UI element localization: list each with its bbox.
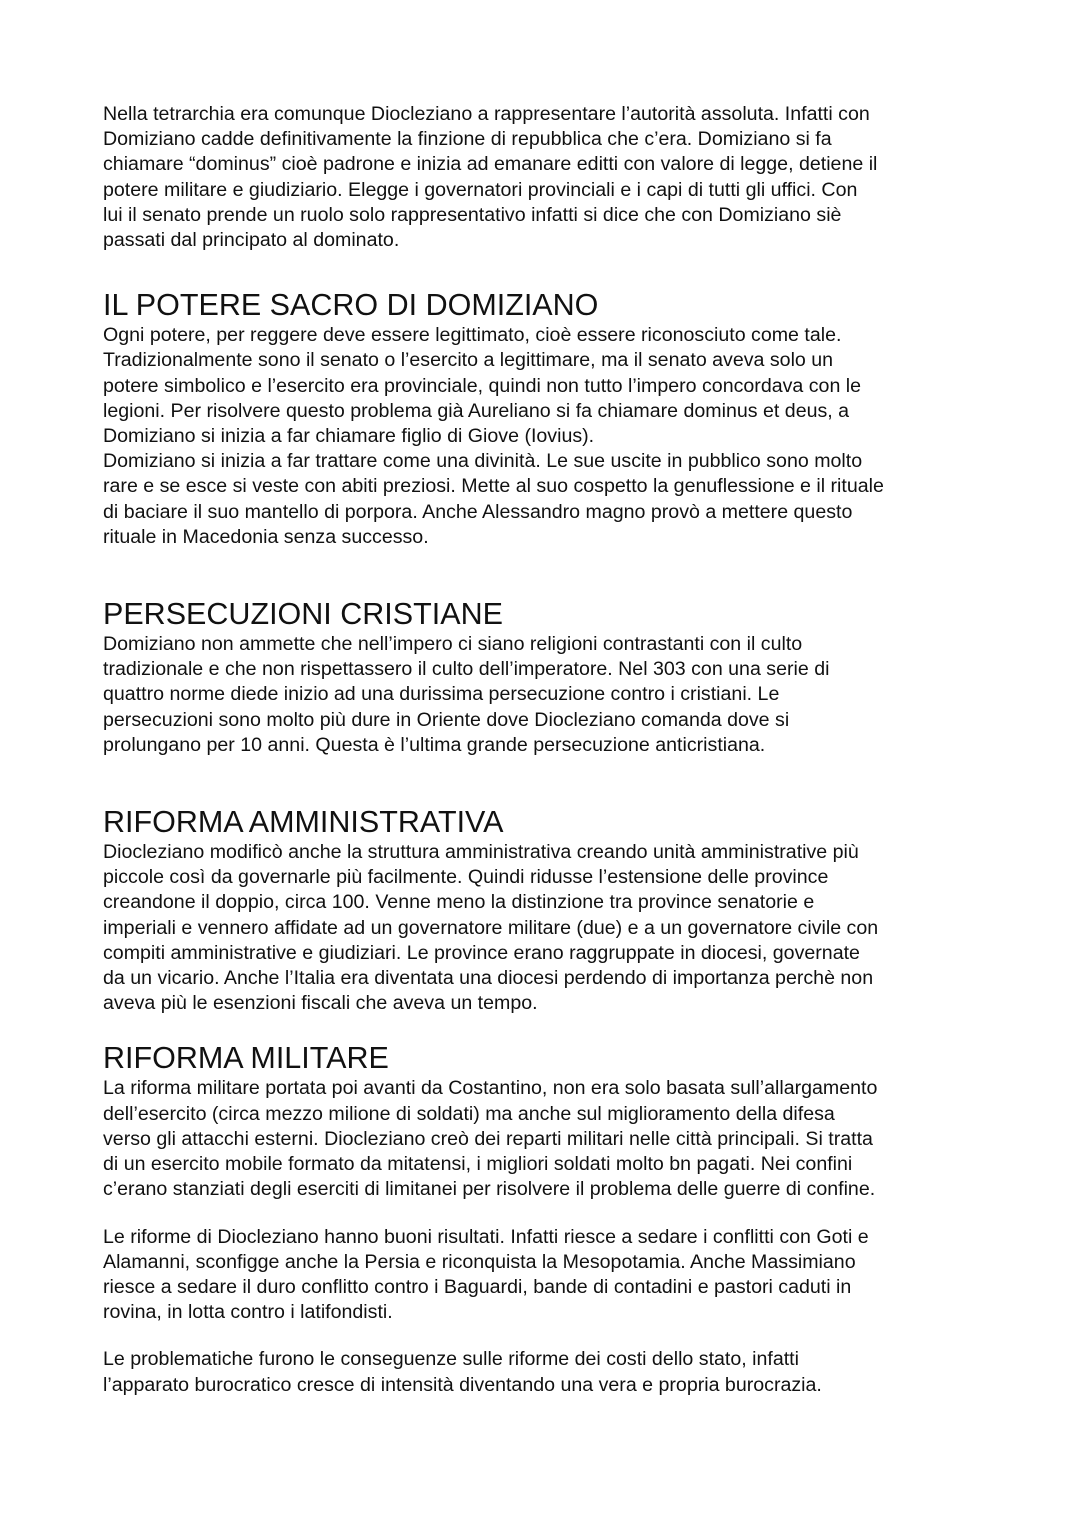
text-line: Domiziano non ammette che nell’impero ci siano religioni contrastanti con il culto [103, 633, 803, 656]
text-line: imperiali e vennero affidate ad un governatore militare (due) e a un governatore civile con [103, 916, 879, 939]
text-line: Domiziano si inizia a far trattare come una divinità. Le sue uscite in pubblico sono molto [103, 450, 863, 473]
text-line: di un esercito mobile formato da mitatensi, i migliori soldati molto bn pagati. Nei confini [103, 1153, 853, 1176]
document-page [103, 102, 983, 1398]
text-line: riesce a sedare il duro conflitto contro i Baguardi, bande di contadini e pastori caduti in [103, 1275, 852, 1298]
text-line: verso gli attacchi esterni. Diocleziano creò dei reparti militari nelle città principali. Si tratta [103, 1127, 873, 1150]
section-heading: RIFORMA AMMINISTRATIVA [103, 805, 504, 840]
text-line: aveva più le esenzioni fiscali che aveva un tempo. [103, 992, 538, 1015]
text-line: da un vicario. Anche l’Italia era diventata una diocesi perdendo di importanza perchè non [103, 967, 874, 990]
closing-paragraph-results [103, 1225, 983, 1326]
section-heading: RIFORMA MILITARE [103, 1041, 389, 1076]
text-line: Domiziano cadde definitivamente la finzione di repubblica che c’era. Domiziano si fa [103, 128, 832, 151]
text-line: creandone il doppio, circa 100. Venne meno la distinzione tra province senatorie e [103, 891, 815, 914]
text-line: prolungano per 10 anni. Questa è l’ultima grande persecuzione anticristiana. [103, 733, 766, 756]
text-line: dell’esercito (circa mezzo milione di soldati) ma anche sul miglioramento della difesa [103, 1102, 835, 1125]
text-line: Ogni potere, per reggere deve essere legittimato, cioè essere riconosciuto come tale. [103, 324, 842, 347]
text-line: Alamanni, sconfigge anche la Persia e riconquista la Mesopotamia. Anche Massimiano [103, 1250, 856, 1273]
section-paragraph [103, 323, 983, 550]
text-line: persecuzioni sono molto più dure in Oriente dove Diocleziano comanda dove si [103, 708, 790, 731]
text-line: rare e se esce si veste con abiti preziosi. Mette al suo cospetto la genuflessione e il rituale [103, 475, 884, 498]
text-line: l’apparato burocratico cresce di intensità diventando una vera e propria burocrazia. [103, 1373, 822, 1396]
text-line: Nella tetrarchia era comunque Diocleziano a rappresentare l’autorità assoluta. Infatti con [103, 103, 870, 125]
text-line: rituale in Macedonia senza successo. [103, 525, 429, 548]
text-line: di baciare il suo mantello di porpora. Anche Alessandro magno provò a mettere questo [103, 500, 853, 523]
closing-paragraph-problems [103, 1347, 983, 1397]
text-line: passati dal principato al dominato. [103, 229, 400, 252]
section-riforma-militare [103, 1040, 983, 1202]
text-line: Le riforme di Diocleziano hanno buoni risultati. Infatti riesce a sedare i conflitti con Goti e [103, 1225, 869, 1248]
text-line: potere militare e giudiziario. Elegge i governatori provinciali e i capi di tutti gli uffici. Con [103, 178, 858, 201]
text-line: lui il senato prende un ruolo solo rappresentativo infatti si dice che con Domiziano siè [103, 203, 842, 226]
section-potere-sacro [103, 287, 983, 550]
text-line: chiamare “dominus” cioè padrone e inizia ad emanare editti con valore di legge, detiene il [103, 153, 878, 176]
text-line: compiti amministrative e giudiziari. Le province erano raggruppate in diocesi, governate [103, 941, 860, 964]
text-line: piccole così da governarle più facilmente. Quindi ridusse l’estensione delle province [103, 866, 829, 889]
text-line: Domiziano si inizia a far chiamare figlio di Giove (Iovius). [103, 425, 595, 448]
text-line: Diocleziano modificò anche la struttura amministrativa creando unità amministrative più [103, 841, 859, 864]
text-line: potere simbolico e l’esercito era provinciale, quindi non tutto l’impero concordava con le [103, 374, 862, 397]
text-line: quattro norme diede inizio ad una durissima persecuzione contro i cristiani. Le [103, 683, 780, 706]
intro-paragraph [103, 102, 983, 253]
section-heading: PERSECUZIONI CRISTIANE [103, 597, 503, 632]
text-line: La riforma militare portata poi avanti da Costantino, non era solo basata sull’allargamento [103, 1077, 878, 1100]
section-paragraph [103, 632, 983, 758]
text-line: legioni. Per risolvere questo problema già Aureliano si fa chiamare dominus et deus, a [103, 399, 850, 422]
text-line: Tradizionalmente sono il senato o l’esercito a legittimare, ma il senato aveva solo un [103, 349, 834, 372]
text-line: rovina, in lotta contro i latifondisti. [103, 1301, 393, 1324]
text-line: tradizionale e che non rispettassero il culto dell’imperatore. Nel 303 con una serie di [103, 658, 830, 681]
section-persecuzioni [103, 596, 983, 758]
section-riforma-amministrativa [103, 804, 983, 1016]
text-line: Le problematiche furono le conseguenze sulle riforme dei costi dello stato, infatti [103, 1348, 799, 1371]
section-paragraph [103, 1076, 983, 1202]
text-line: c’erano stanziati degli eserciti di limitanei per risolvere il problema delle guerre di confine. [103, 1178, 876, 1201]
section-heading: IL POTERE SACRO DI DOMIZIANO [103, 288, 599, 323]
section-paragraph [103, 840, 983, 1016]
